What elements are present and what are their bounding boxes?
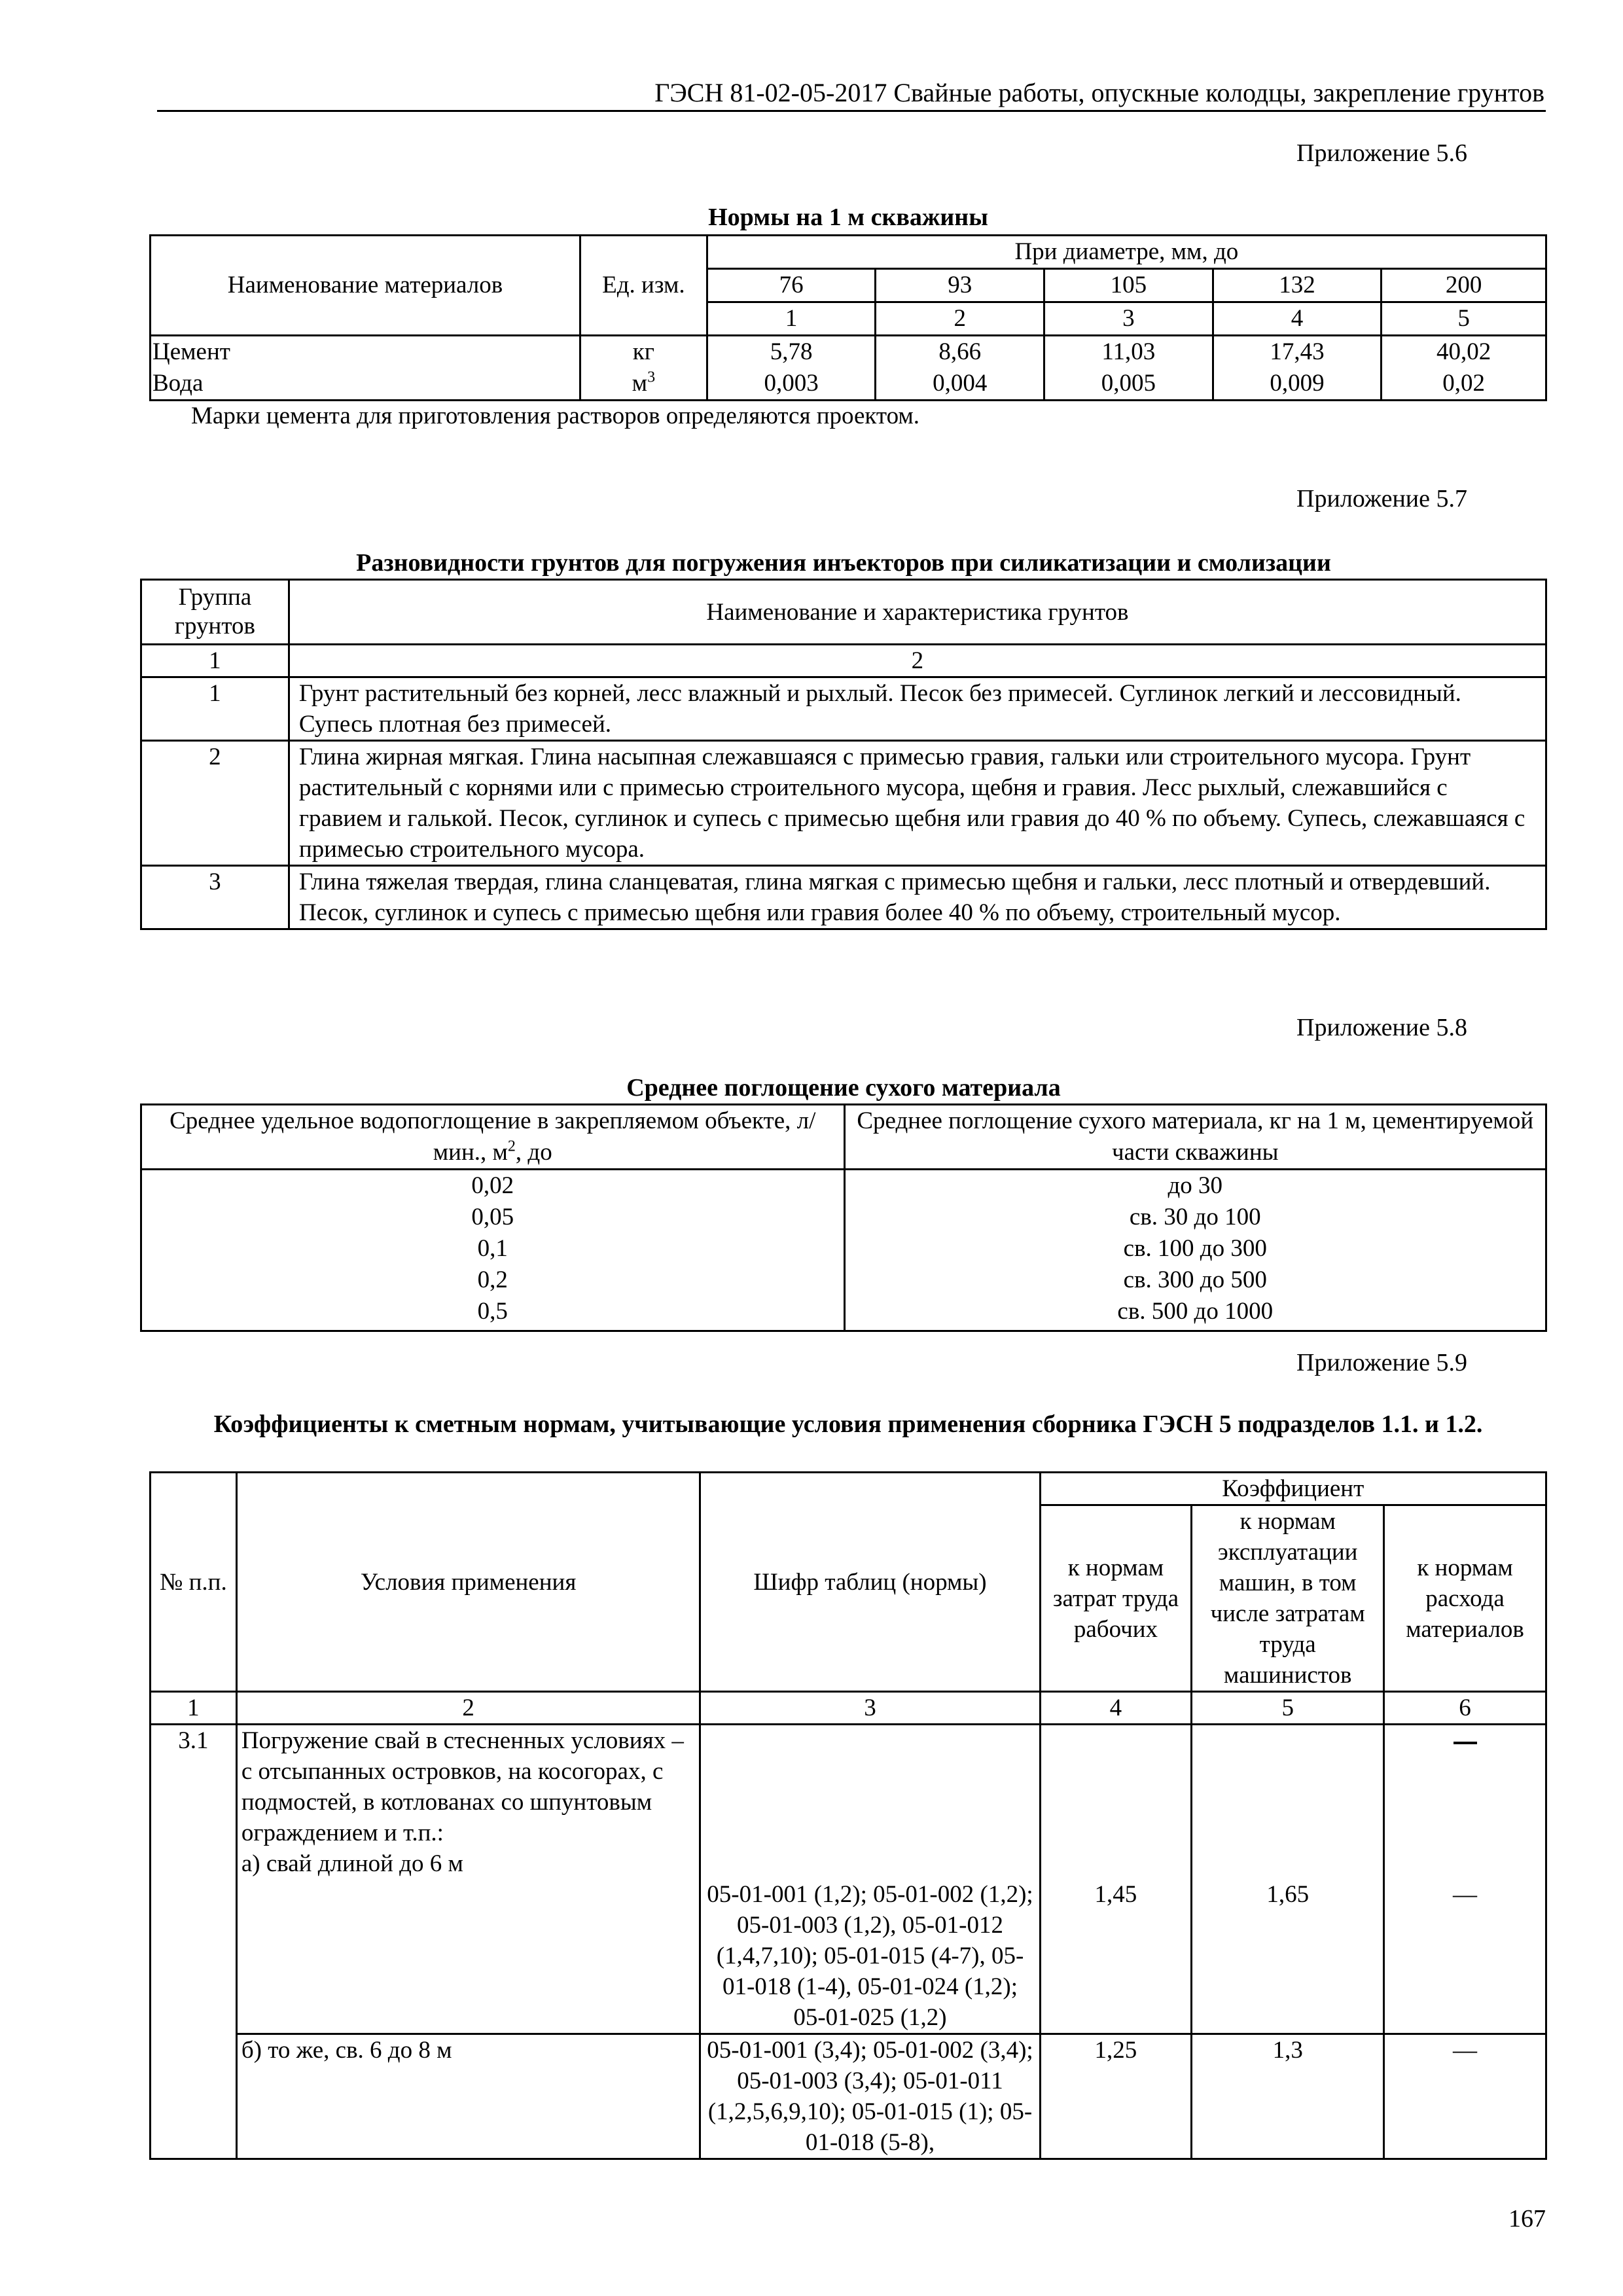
materials-coefficient: — (1384, 2034, 1546, 2159)
diameter-200: 200 (1382, 269, 1546, 302)
header-unit: Ед. изм. (580, 236, 707, 336)
header-machines: к нормам эксплуатации машин, в том числе затратам труда машинистов (1192, 1505, 1384, 1692)
absorption-table (140, 1103, 1547, 1332)
header-item-number: № п.п. (151, 1473, 237, 1692)
running-header: ГЭСН 81-02-05-2017 Свайные работы, опускные колодцы, закрепление грунтов (654, 78, 1544, 107)
value-cell: 5,78 (707, 336, 876, 368)
appendix-5-8-title: Среднее поглощение сухого материала (626, 1074, 1061, 1102)
col-num: 1 (141, 645, 289, 677)
value-cell: 17,43 (1213, 336, 1382, 368)
appendix-5-8-label: Приложение 5.8 (1296, 1014, 1467, 1041)
condition-text: б) то же, св. 6 до 8 м (236, 2034, 700, 2159)
col-num: 4 (1040, 1692, 1192, 1725)
condition-intro: Погружение свай в стесненных условиях – с отсыпанных островков, на косогорах, с подмостей, в котлованах со шпунтовым ограждением и т.п.: (241, 1727, 684, 1846)
value-cell: 0,004 (876, 368, 1044, 401)
page-number: 167 (1508, 2205, 1546, 2233)
diameter-105: 105 (1044, 269, 1213, 302)
spacer (706, 1725, 1033, 1879)
header-material-name: Наименование материалов (151, 236, 580, 336)
list-item: св. 100 до 300 (1123, 1235, 1267, 1262)
diameter-93: 93 (876, 269, 1044, 302)
header-water-absorption-tail: , до (515, 1139, 552, 1166)
material-unit-cell (580, 368, 707, 401)
soil-group: 3 (141, 866, 289, 929)
value-cell: 0,003 (707, 368, 876, 401)
col-num: 2 (289, 645, 1546, 677)
col-num: 5 (1192, 1692, 1384, 1725)
col-num: 2 (876, 302, 1044, 336)
value-cell: 0,009 (1213, 368, 1382, 401)
soil-group: 2 (141, 741, 289, 866)
appendix-5-9-title: Коэффициенты к сметным нормам, учитывающие условия применения сборника ГЭСН 5 подразделов 1.1. и 1.2. (213, 1410, 1483, 1438)
list-item: св. 30 до 100 (1129, 1204, 1261, 1230)
header-conditions: Условия применения (236, 1473, 700, 1692)
spacer (1202, 1725, 1374, 1879)
col-num: 3 (700, 1692, 1040, 1725)
list-item: 0,05 (471, 1204, 514, 1230)
table-row (141, 866, 1546, 929)
coefficients-table (149, 1471, 1547, 2160)
list-item: св. 300 до 500 (1123, 1266, 1267, 1293)
header-soil-group: Группа грунтов (141, 580, 289, 645)
header-norm-code: Шифр таблиц (нормы) (700, 1473, 1040, 1692)
item-number: 3.1 (151, 1725, 237, 2159)
material-name: Вода (151, 368, 580, 401)
col-num: 1 (707, 302, 876, 336)
material-unit: м (632, 370, 648, 397)
header-water-absorption (141, 1105, 845, 1170)
material-name: Цемент (151, 336, 580, 368)
absorption-left-column (141, 1170, 845, 1331)
list-item: до 30 (1168, 1172, 1223, 1199)
table-row (151, 368, 1546, 401)
materials-coefficient: — (1453, 1881, 1478, 1908)
norm-code-cell (700, 1725, 1040, 2034)
table-row (141, 741, 1546, 866)
absorption-right-column (844, 1170, 1546, 1331)
appendix-5-7-title: Разновидности грунтов для погружения инъекторов при силикатизации и смолизации (356, 549, 1331, 577)
labor-coefficient: 1,25 (1040, 2034, 1192, 2159)
norms-table (149, 234, 1547, 401)
norm-code: 05-01-001 (1,2); 05-01-002 (1,2); 05-01-003 (1,2), 05-01-012 (1,4,7,10); 05-01-015 (4-7), 05-01-018 (1-4), 05-01-024 (1,2); 05-01-025 (1,2) (707, 1881, 1033, 2031)
table-body (141, 1170, 1546, 1331)
list-item: 0,2 (477, 1266, 508, 1293)
labor-cell (1040, 1725, 1192, 2034)
table-row (151, 1725, 1546, 2034)
col-num: 4 (1213, 302, 1382, 336)
header-superscript: 2 (507, 1138, 516, 1155)
diameter-132: 132 (1213, 269, 1382, 302)
spacer (1050, 1725, 1182, 1879)
soil-description: Глина тяжелая твердая, глина сланцеватая, глина мягкая с примесью щебня и гальки, лесс плотный и отвердевший. Песок, суглинок и супесь с примесью щебня или гравия более 40 % по объему, строительный мусор. (289, 866, 1546, 929)
spacer (1394, 1756, 1536, 1879)
soil-types-table (140, 579, 1547, 930)
col-num: 3 (1044, 302, 1213, 336)
value-cell: 0,005 (1044, 368, 1213, 401)
header-materials: к нормам расхода материалов (1384, 1505, 1546, 1692)
norm-code: 05-01-001 (3,4); 05-01-002 (3,4); 05-01-003 (3,4); 05-01-011 (1,2,5,6,9,10); 05-01-015 (1); 05-01-018 (5-8), (700, 2034, 1040, 2159)
appendix-5-9-label: Приложение 5.9 (1296, 1349, 1467, 1376)
appendix-5-6-note: Марки цемента для приготовления растворов определяются проектом. (191, 403, 920, 429)
col-num: 6 (1384, 1692, 1546, 1725)
value-cell: 11,03 (1044, 336, 1213, 368)
list-item: 0,02 (471, 1172, 514, 1199)
list-item: 0,5 (477, 1298, 508, 1325)
col-num: 5 (1382, 302, 1546, 336)
soil-description: Глина жирная мягкая. Глина насыпная слежавшаяся с примесью гравия, гальки или строительного мусора. Грунт растительный с корнями или с примесью строительного мусора, щебня и гравия. Лесс рыхлый, слежавшийся с гравием и галькой. Песок, суглинок и супесь с примесью щебня или гравия до 40 % по объему. Супесь, слежавшаяся с примесью строительного мусора. (289, 741, 1546, 866)
machines-coefficient: 1,3 (1192, 2034, 1384, 2159)
labor-coefficient: 1,45 (1094, 1881, 1137, 1908)
header-rule (157, 110, 1546, 112)
condition-cell (236, 1725, 700, 2034)
materials-cell (1384, 1725, 1546, 2034)
appendix-5-6-label: Приложение 5.6 (1296, 139, 1467, 167)
value-cell: 0,02 (1382, 368, 1546, 401)
appendix-5-6-title: Нормы на 1 м скважины (708, 204, 988, 231)
materials-dash-top (1394, 1725, 1536, 1756)
soil-description: Грунт растительный без корней, лесс влажный и рыхлый. Песок без примесей. Суглинок легкий и лессовидный. Супесь плотная без примесей. (289, 677, 1546, 741)
value-cell: 40,02 (1382, 336, 1546, 368)
dash-mark (1454, 1742, 1477, 1744)
col-num: 1 (151, 1692, 237, 1725)
header-diameter: При диаметре, мм, до (707, 236, 1546, 269)
header-dry-absorption: Среднее поглощение сухого материала, кг на 1 м, цементируемой части скважины (844, 1105, 1546, 1170)
table-row (151, 2034, 1546, 2159)
unit-superscript: 3 (647, 368, 656, 386)
header-water-absorption-text: Среднее удельное водопоглощение в закрепляемом объекте, л/мин., м (169, 1107, 816, 1166)
diameter-76: 76 (707, 269, 876, 302)
machines-coefficient: 1,65 (1266, 1881, 1310, 1908)
condition-text: а) свай длиной до 6 м (241, 1850, 463, 1877)
header-soil-description: Наименование и характеристика грунтов (289, 580, 1546, 645)
table-row (151, 336, 1546, 368)
list-item: 0,1 (477, 1235, 508, 1262)
machines-cell (1192, 1725, 1384, 2034)
value-cell: 8,66 (876, 336, 1044, 368)
material-unit: кг (580, 336, 707, 368)
col-num: 2 (236, 1692, 700, 1725)
header-coefficient: Коэффициент (1040, 1473, 1546, 1505)
list-item: св. 500 до 1000 (1117, 1298, 1274, 1325)
header-labor: к нормам затрат труда рабочих (1040, 1505, 1192, 1692)
appendix-5-7-label: Приложение 5.7 (1296, 485, 1467, 512)
table-row (141, 677, 1546, 741)
soil-group: 1 (141, 677, 289, 741)
